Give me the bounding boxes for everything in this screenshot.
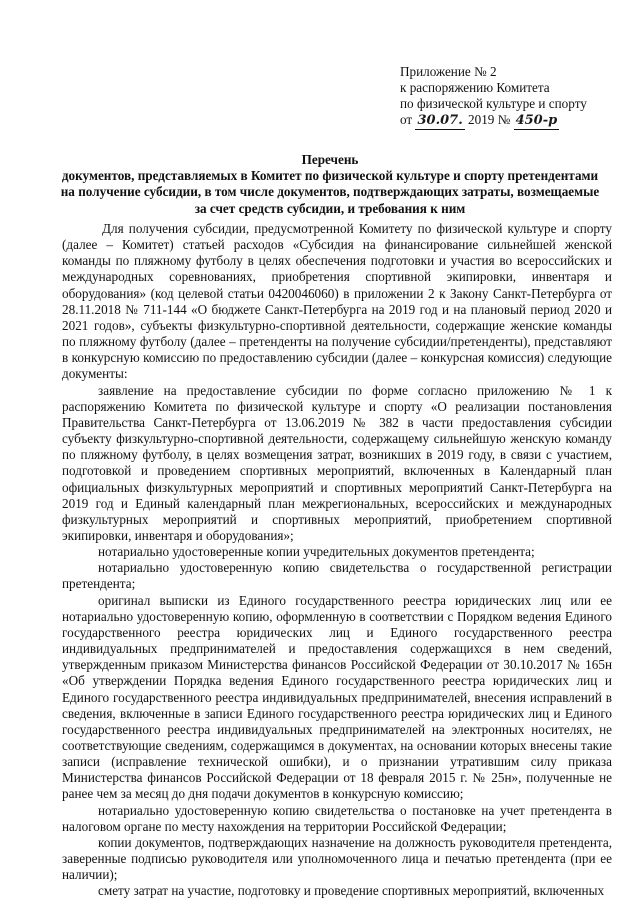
handwritten-number: 450-р	[515, 113, 558, 128]
document-body	[62, 221, 612, 900]
title-line-2: на получение субсидии, в том числе документов, подтверждающих затраты, возмещаемые	[60, 184, 600, 200]
paragraph-application: заявление на предоставление субсидии по форме согласно приложению № 1 к распоряжению Комитета по физической культуре и спорту «О реализации постановления Правительства Санкт-Петербурга от 13.06.2019 № 382 в части предоставления субсидии субъекту физкультурно-спортивной деятельности, содержащему сильнейшую женскую команду по пляжному футболу, в целях возмещения затрат, возникших в 2019 году, в связи с участием, подготовкой и проведением спортивных мероприятий, включенных в Календарный план официальных физкультурных мероприятий и спортивных мероприятий Санкт-Петербурга на 2019 год и Единый календарный план межрегиональных, всероссийских и международных физкультурных мероприятий и спортивных мероприятий, приобретением спортивной экипировки, инвентаря и оборудования»;	[62, 382, 612, 543]
appendix-title: Приложение № 2	[400, 64, 497, 79]
paragraph-tax-registration: нотариально удостоверенную копию свидетельства о постановке на учет претендента в налоговом органе по месту нахождения на территории Российской Федерации;	[62, 802, 612, 834]
date-prefix: от	[400, 112, 413, 127]
year-number-label: 2019 №	[468, 112, 511, 127]
appendix-date-line	[400, 112, 630, 130]
handwritten-date: 30.07.	[417, 113, 463, 128]
appendix-line-2: к распоряжению Комитета	[400, 80, 550, 95]
appendix-header	[400, 64, 630, 130]
paragraph-intro: Для получения субсидии, предусмотренной Комитету по физической культуре и спорту (далее – Комитет) статьей расходов «Субсидия на финансирование сильнейшей женской команды по пляжному футболу в целях обеспечения подготовки и участия во всероссийских и международных соревнованиях, приобретения спортивной экипировки, инвентаря и оборудования» (код целевой статьи 0420046060) в приложении 2 к Закону Санкт-Петербурга от 28.11.2018 № 711-144 «О бюджете Санкт-Петербурга на 2019 год и на плановый период 2020 и 2021 годов», субъекты физкультурно-спортивной деятельности, содержащие женские команды по пляжному футболу (далее – претенденты на получение субсидии/претенденты), представляют в конкурсную комиссию по предоставлению субсидии (далее – конкурсная комиссия) следующие документы:	[62, 221, 612, 382]
paragraph-charter-docs: нотариально удостоверенные копии учредительных документов претендента;	[98, 544, 535, 560]
title-heading: Перечень	[301, 152, 359, 167]
title-line-1: документов, представляемых в Комитет по физической культуре и спорту претендентами	[61, 168, 599, 184]
paragraph-director-appointment: копии документов, подтверждающих назначение на должность руководителя претендента, заверенные подписью руководителя или уполномоченного лица и печатью претендента (при ее наличии);	[62, 834, 612, 883]
paragraph-registration-cert: нотариально удостоверенную копию свидетельства о государственной регистрации претендента;	[62, 560, 612, 592]
paragraph-registry-extract: оригинал выписки из Единого государственного реестра юридических лиц или ее нотариально удостоверенную копию, оформленную в соответствии с Порядком ведения Единого государственного реестра юридических лиц и Единого государственного реестра индивидуальных предпринимателей и предоставления содержащихся в нем сведений, утвержденным приказом Министерства финансов Российской Федерации от 30.10.2017 № 165н «Об утверждении Порядка ведения Единого государственного реестра юридических лиц и Единого государственного реестра индивидуальных предпринимателей, внесения исправлений в сведения, включенные в записи Единого государственного реестра юридических лиц и Единого государственного реестра индивидуальных предпринимателей на электронных носителях, не соответствующие сведениям, содержащимся в документах, на основании которых внесены такие записи (исправление технической ошибки), и о признании утратившим силу приказа Министерства финансов Российской Федерации от 18 февраля 2015 г. № 25н», полученные не ранее чем за месяц до дня подачи документов в конкурсную комиссию;	[62, 592, 612, 802]
paragraph-cost-estimate: смету затрат на участие, подготовку и проведение спортивных мероприятий, включенных	[98, 883, 605, 899]
appendix-line-3: по физической культуре и спорту	[400, 96, 587, 111]
document-title	[48, 152, 612, 217]
title-line-3: за счет средств субсидии, и требования к ним	[194, 200, 466, 216]
